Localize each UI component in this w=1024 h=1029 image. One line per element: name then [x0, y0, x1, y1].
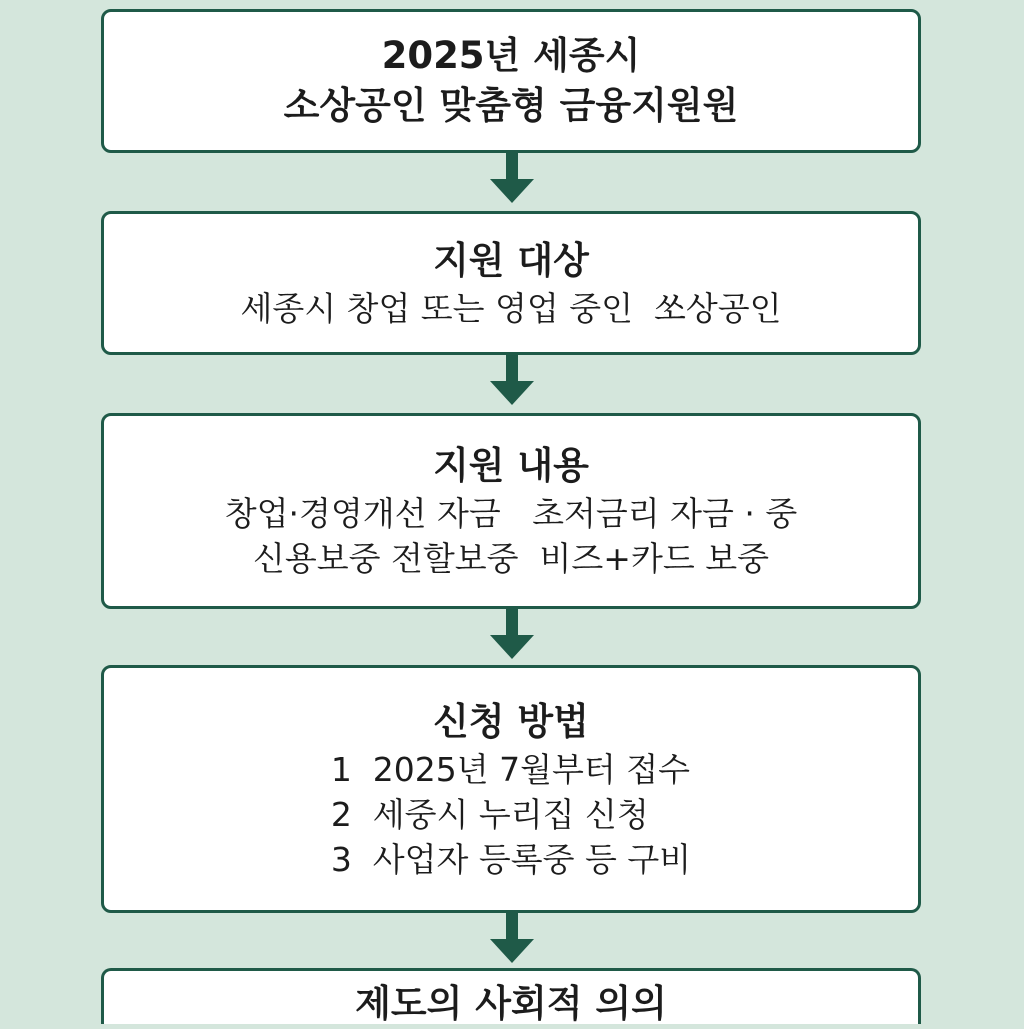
meaning-heading: 제도의 사회적 의의	[355, 982, 667, 1025]
apply-step: 1 2025년 7월부터 접수	[330, 749, 691, 789]
flow-arrow-3	[490, 609, 534, 659]
content-box	[101, 413, 921, 609]
target-heading: 지원 대상	[433, 238, 589, 282]
flow-arrow-1	[490, 153, 534, 203]
apply-step: 3 사업자 등록중 등 구비	[330, 839, 692, 879]
target-box	[101, 211, 921, 355]
flow-arrow-2	[490, 355, 534, 405]
apply-heading: 신청 방법	[433, 699, 589, 743]
apply-step: 2 세중시 누리집 신청	[330, 794, 649, 834]
meaning-box	[101, 968, 921, 1024]
content-line-2: 신용보중 전할보중 비즈+카드 보중	[253, 539, 769, 578]
title-box	[101, 9, 921, 153]
apply-steps	[331, 747, 691, 882]
content-line-1: 창업·경영개선 자금 초저금리 자금 · 중	[224, 494, 798, 533]
flow-arrow-4	[490, 913, 534, 963]
target-text: 세종시 창업 또는 영업 중인 쏘상공인	[240, 288, 782, 328]
content-heading: 지원 내용	[433, 444, 589, 487]
apply-box	[101, 665, 921, 913]
title-line-1: 2025년 세종시	[381, 34, 641, 77]
title-line-2: 소상공인 맞춤형 금융지원원	[283, 84, 739, 127]
